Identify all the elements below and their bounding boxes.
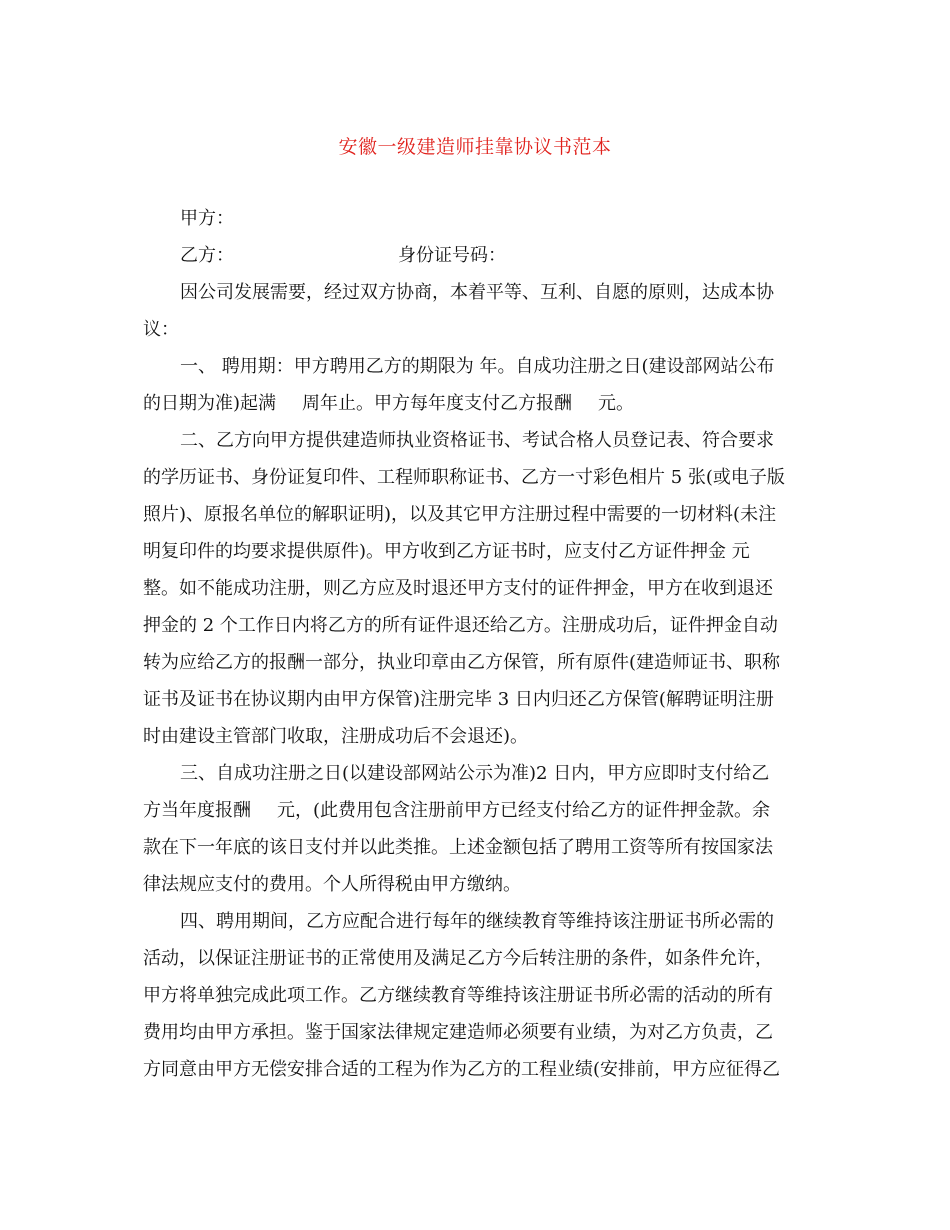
clause-2-line: 时由建设主管部门收取，注册成功后不会退还)。 xyxy=(143,726,529,747)
clause-2-line: 整。如不能成功注册，则乙方应及时退还甲方支付的证件押金，甲方在收到退还 xyxy=(143,578,773,599)
party-a-label: 甲方： xyxy=(180,208,234,229)
intro-paragraph xyxy=(143,274,809,348)
party-b-label: 乙方： xyxy=(180,245,234,266)
clause-1-text: 的日期为准)起满 xyxy=(143,393,277,414)
document-body xyxy=(143,200,809,1088)
clause-4-line: 甲方将单独完成此项工作。乙方继续教育等维持该注册证书所必需的活动的所有 xyxy=(143,985,773,1006)
clause-3-line: 律法规应支付的费用。个人所得税由甲方缴纳。 xyxy=(143,874,521,895)
clause-2-line: 照片)、原报名单位的解职证明)，以及其它甲方注册过程中需要的一切材料(未注 xyxy=(143,504,777,525)
clause-1-line: 一、 聘用期：甲方聘用乙方的期限为 年。自成功注册之日(建设部网站公布 xyxy=(180,356,775,377)
clause-4-line: 费用均由甲方承担。鉴于国家法律规定建造师必须要有业绩，为对乙方负责，乙 xyxy=(143,1022,773,1043)
clause-4-paragraph xyxy=(143,903,809,1088)
clause-4-line: 四、聘用期间，乙方应配合进行每年的继续教育等维持该注册证书所必需的 xyxy=(180,911,774,932)
party-a-line xyxy=(143,200,809,237)
clause-2-line: 明复印件的均要求提供原件)。甲方收到乙方证书时，应支付乙方证件押金 元 xyxy=(143,541,750,562)
clause-1-line xyxy=(143,385,809,422)
clause-1-text: 元。 xyxy=(598,393,635,414)
clause-4-line: 方同意由甲方无偿安排合适的工程为作为乙方的工程业绩(安排前，甲方应征得乙 xyxy=(143,1059,781,1080)
clause-3-text: 方当年度报酬 xyxy=(143,800,251,821)
intro-line: 议： xyxy=(143,319,179,340)
clause-2-line: 二、乙方向甲方提供建造师执业资格证书、考试合格人员登记表、符合要求 xyxy=(180,430,774,451)
document-title: 安徽一级建造师挂靠协议书范本 xyxy=(338,136,612,158)
clause-3-line xyxy=(143,792,809,829)
clause-2-line: 转为应给乙方的报酬一部分，执业印章由乙方保管，所有原件(建造师证书、职称 xyxy=(143,652,781,673)
clause-2-line: 的学历证书、身份证复印件、工程师职称证书、乙方一寸彩色相片 5 张(或电子版 xyxy=(143,467,785,488)
intro-line: 因公司发展需要，经过双方协商，本着平等、互利、自愿的原则，达成本协 xyxy=(180,282,774,303)
id-number-label: 身份证号码： xyxy=(398,245,506,266)
clause-3-text: 元，(此费用包含注册前甲方已经支付给乙方的证件押金款。余 xyxy=(277,800,771,821)
clause-1-text: 周年止。甲方每年度支付乙方报酬 xyxy=(302,393,573,414)
clause-2-paragraph xyxy=(143,422,809,755)
clause-2-line: 证书及证书在协议期内由甲方保管)注册完毕 3 日内归还乙方保管(解聘证明注册 xyxy=(143,689,774,710)
clause-3-line: 三、自成功注册之日(以建设部网站公示为准)2 日内，甲方应即时支付给乙 xyxy=(180,763,770,784)
party-b-line xyxy=(143,237,809,274)
clause-3-paragraph xyxy=(143,755,809,903)
clause-3-line: 款在下一年底的该日支付并以此类推。上述金额包括了聘用工资等所有按国家法 xyxy=(143,837,773,858)
clause-1-paragraph xyxy=(143,348,809,422)
clause-4-line: 活动，以保证注册证书的正常使用及满足乙方今后转注册的条件，如条件允许， xyxy=(143,948,773,969)
clause-2-line: 押金的 2 个工作日内将乙方的所有证件退还给乙方。注册成功后，证件押金自动 xyxy=(143,615,778,636)
